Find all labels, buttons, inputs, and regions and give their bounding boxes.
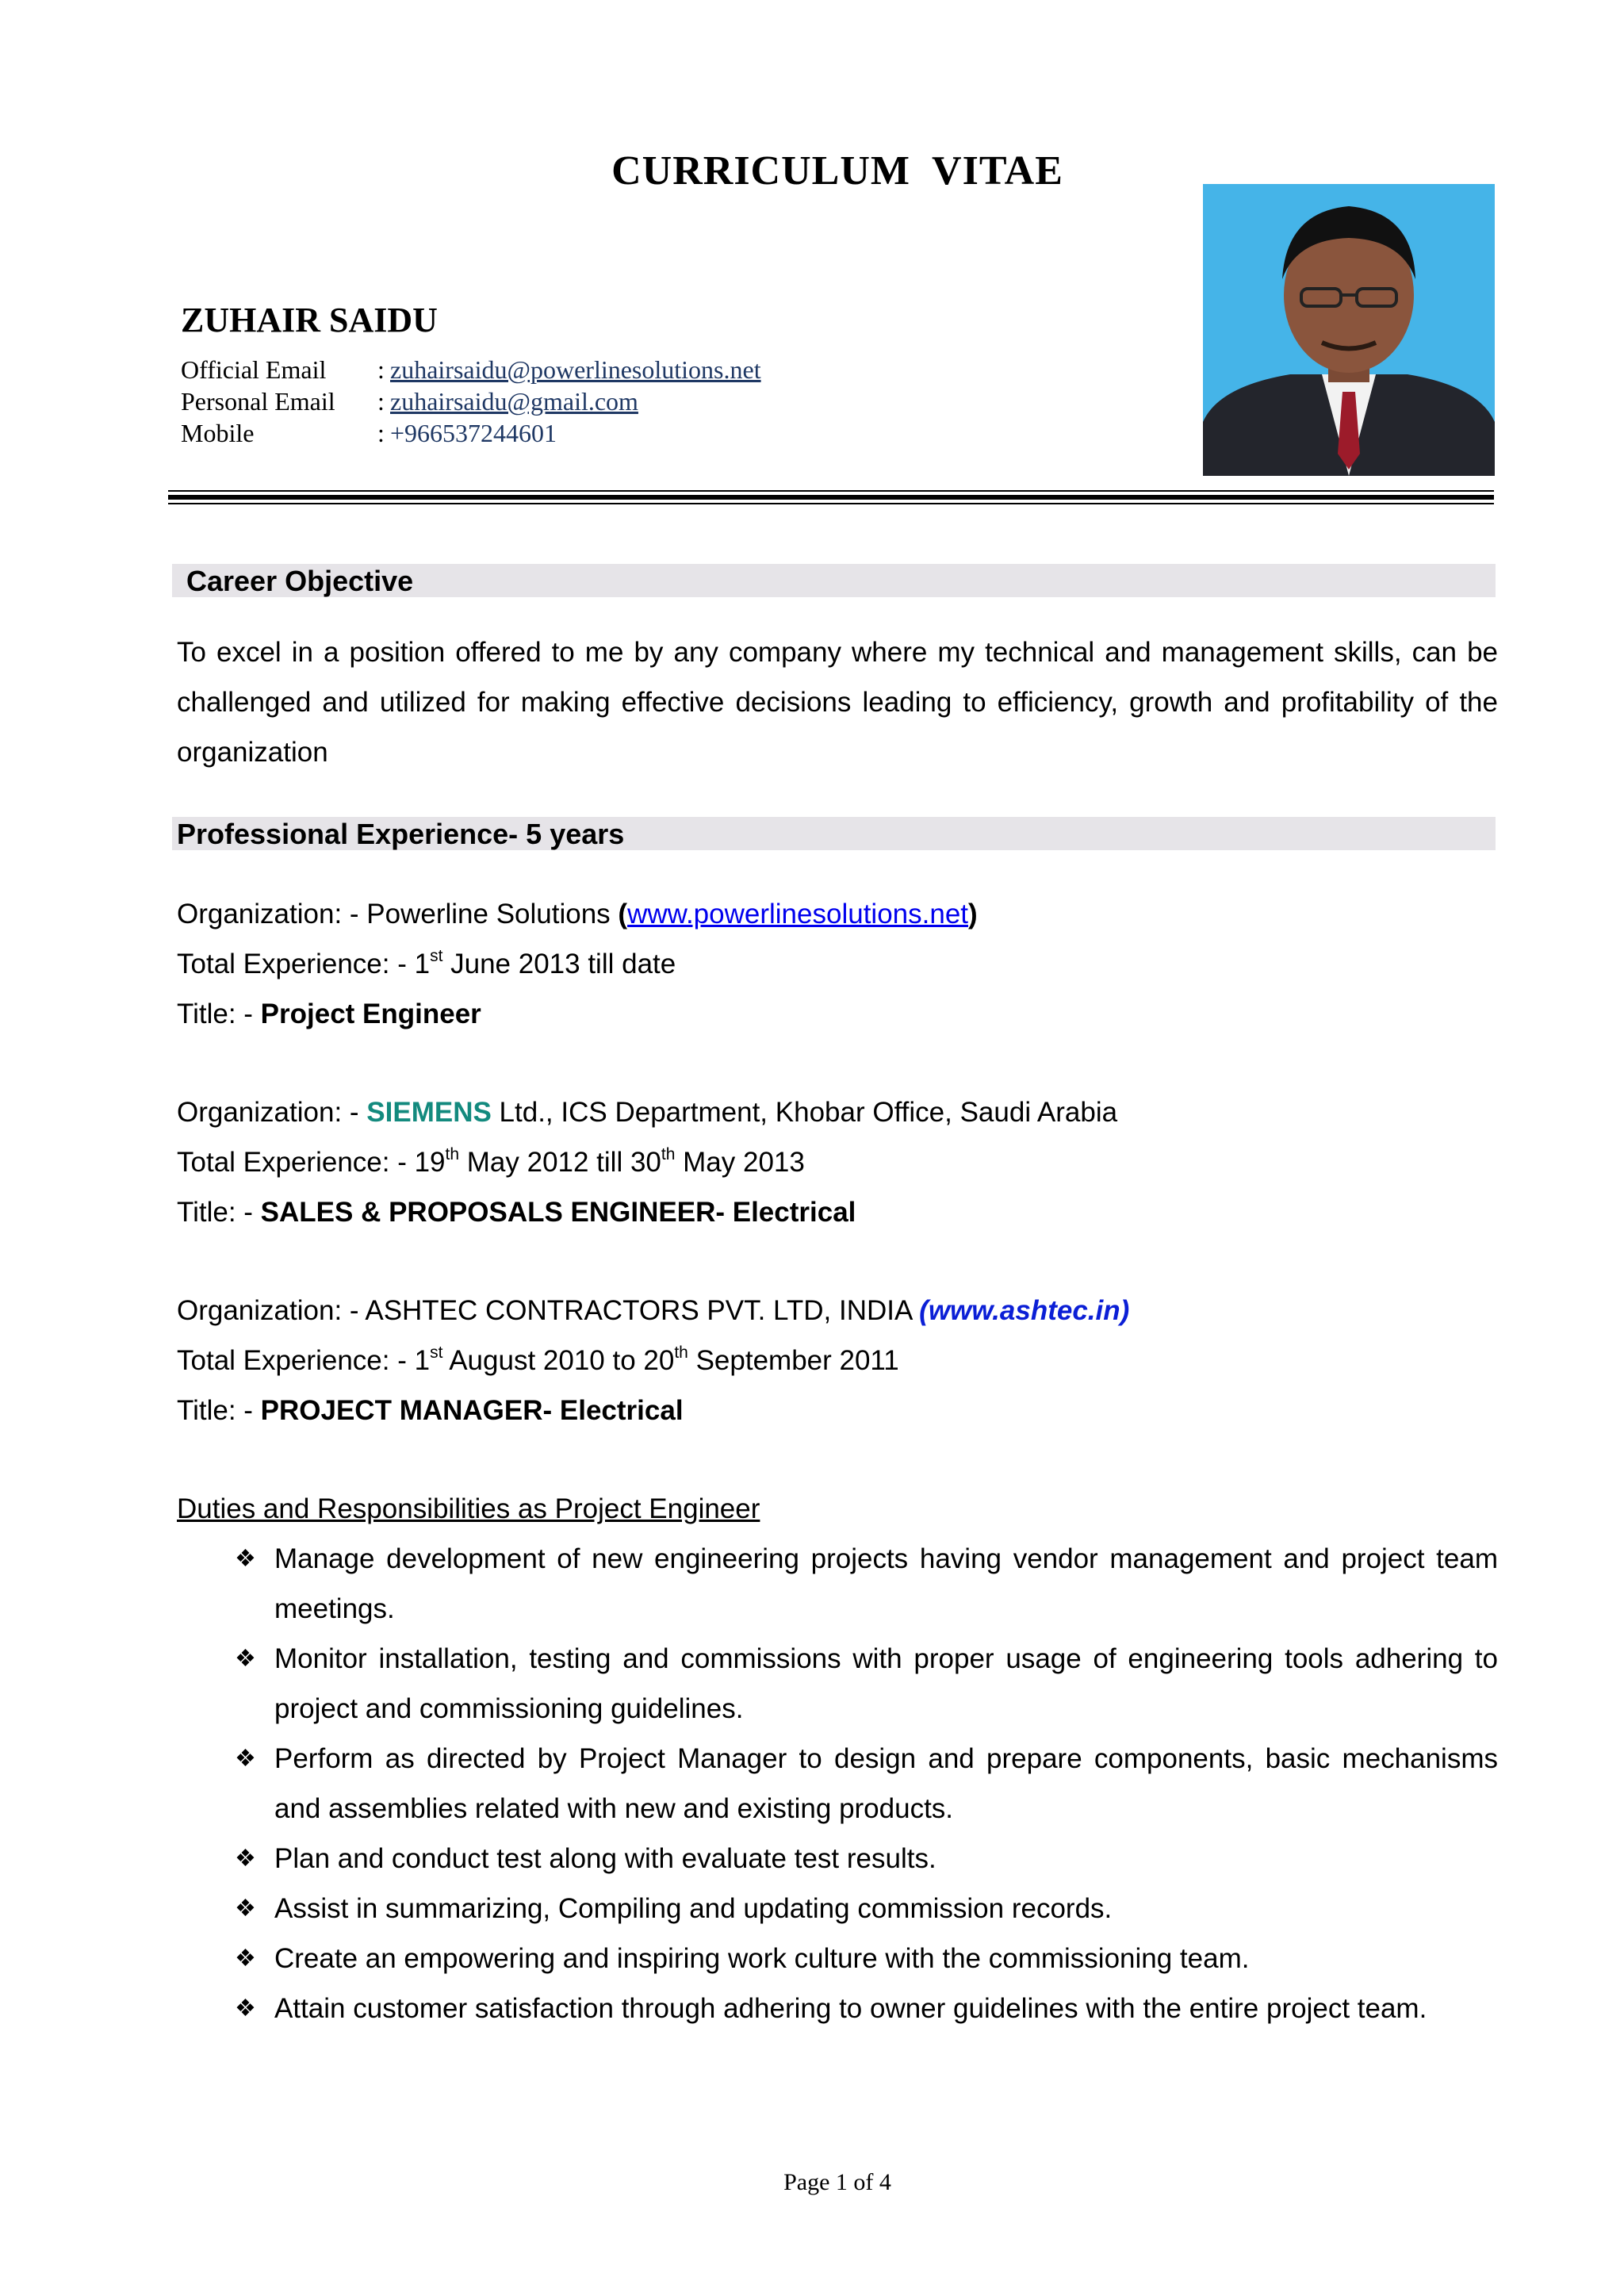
job1-title — [177, 999, 481, 1030]
bullet-icon: ❖ — [235, 1746, 256, 1772]
exp-text: May 2013 — [675, 1147, 805, 1178]
exp-suffix: th — [661, 1145, 676, 1163]
list-item — [235, 1884, 1498, 1934]
bullet-icon: ❖ — [235, 1846, 256, 1872]
contact-separator: : — [377, 387, 385, 416]
profile-photo — [1203, 184, 1495, 476]
title-label: Title: - — [177, 1197, 261, 1228]
list-item — [235, 1984, 1498, 2033]
list-item — [235, 1734, 1498, 1834]
exp-text: August 2010 to 20 — [442, 1345, 675, 1376]
exp-text: Total Experience: - 1 — [177, 1345, 431, 1376]
list-item — [235, 1934, 1498, 1984]
job2-organization — [177, 1097, 1117, 1129]
job2-experience — [177, 1147, 805, 1179]
contact-label: Personal Email — [181, 387, 335, 416]
bullet-icon: ❖ — [235, 1945, 256, 1972]
org-label: Organization: - — [177, 1097, 367, 1128]
exp-suffix: th — [674, 1343, 688, 1362]
page-number: Page 1 of 4 — [783, 2169, 891, 2195]
powerline-website-link[interactable]: www.powerlinesolutions.net — [627, 899, 969, 930]
exp-suffix: th — [445, 1145, 460, 1163]
candidate-name: ZUHAIR SAIDU — [181, 301, 438, 339]
contact-official-email — [181, 354, 761, 385]
contact-mobile — [181, 417, 761, 449]
document-title: CURRICULUM VITAE — [611, 148, 1063, 194]
duty-text: Monitor installation, testing and commissions with proper usage of engineering tools adhering to project and commissioning guidelines. — [274, 1643, 1498, 1724]
exp-suffix: st — [430, 947, 443, 965]
paren: ( — [618, 899, 628, 930]
career-objective-text: To excel in a position offered to me by any company where my technical and management skills, can be challenged and utilized for making effective decisions leading to efficiency, growth and profitability of the organization — [177, 637, 1498, 768]
title-label: Title: - — [177, 999, 261, 1029]
job-title: Project Engineer — [260, 999, 481, 1029]
bullet-icon: ❖ — [235, 1646, 256, 1672]
job-title: PROJECT MANAGER- Electrical — [260, 1395, 684, 1426]
portrait-image — [1203, 184, 1495, 476]
header-divider-thick — [168, 495, 1494, 500]
list-item — [235, 1534, 1498, 1634]
job3-experience — [177, 1345, 899, 1377]
list-item — [235, 1634, 1498, 1734]
title-label: Title: - — [177, 1395, 261, 1426]
job2-title — [177, 1197, 856, 1228]
siemens-brand: SIEMENS — [366, 1097, 492, 1128]
mobile-number: +966537244601 — [390, 419, 557, 447]
paren: ) — [1120, 1295, 1130, 1326]
duty-text: Manage development of new engineering projects having vendor management and project team meetings. — [274, 1543, 1498, 1624]
contact-block — [181, 354, 761, 449]
org-label: Organization: - ASHTEC CONTRACTORS PVT. LTD, INDIA — [177, 1295, 920, 1326]
duty-text: Assist in summarizing, Compiling and updating commission records. — [274, 1893, 1113, 1924]
career-objective-heading: Career Objective — [172, 564, 1496, 597]
job3-organization — [177, 1295, 1129, 1327]
official-email-link[interactable]: zuhairsaidu@powerlinesolutions.net — [390, 355, 761, 384]
duties-list — [235, 1534, 1498, 2033]
bullet-icon: ❖ — [235, 1995, 256, 2022]
paren: ) — [968, 899, 978, 930]
duty-text: Plan and conduct test along with evaluate test results. — [274, 1843, 936, 1874]
contact-separator: : — [377, 419, 385, 447]
org-label: Organization: - Powerline Solutions — [177, 899, 619, 930]
exp-text: May 2012 till 30 — [459, 1147, 661, 1178]
bullet-icon: ❖ — [235, 1895, 256, 1922]
duty-text: Create an empowering and inspiring work culture with the commissioning team. — [274, 1943, 1250, 1974]
duty-text: Attain customer satisfaction through adhering to owner guidelines with the entire project team. — [274, 1993, 1427, 2024]
contact-label: Official Email — [181, 355, 327, 384]
duties-heading: Duties and Responsibilities as Project Engineer — [177, 1493, 760, 1524]
exp-text: September 2011 — [688, 1345, 899, 1376]
paren: ( — [919, 1295, 929, 1326]
job1-organization — [177, 899, 978, 930]
personal-email-link[interactable]: zuhairsaidu@gmail.com — [390, 387, 638, 416]
exp-text: June 2013 till date — [442, 949, 676, 979]
job1-experience — [177, 949, 676, 980]
exp-suffix: st — [430, 1343, 443, 1362]
bullet-icon: ❖ — [235, 1546, 256, 1572]
job3-title — [177, 1395, 684, 1427]
org-details: Ltd., ICS Department, Khobar Office, Saudi Arabia — [491, 1097, 1118, 1128]
ashtec-website-link[interactable]: www.ashtec.in — [928, 1295, 1120, 1326]
header-divider-bottom — [168, 503, 1494, 504]
contact-separator: : — [377, 355, 385, 384]
header-divider-top — [168, 490, 1494, 492]
list-item — [235, 1834, 1498, 1884]
exp-text: Total Experience: - 1 — [177, 949, 431, 979]
job-title: SALES & PROPOSALS ENGINEER- Electrical — [260, 1197, 856, 1228]
duty-text: Perform as directed by Project Manager to design and prepare components, basic mechanisms and assemblies related with new and existing products. — [274, 1743, 1498, 1824]
experience-heading: Professional Experience- 5 years — [172, 817, 1496, 850]
exp-text: Total Experience: - 19 — [177, 1147, 446, 1178]
contact-label: Mobile — [181, 419, 255, 447]
contact-personal-email — [181, 385, 761, 417]
